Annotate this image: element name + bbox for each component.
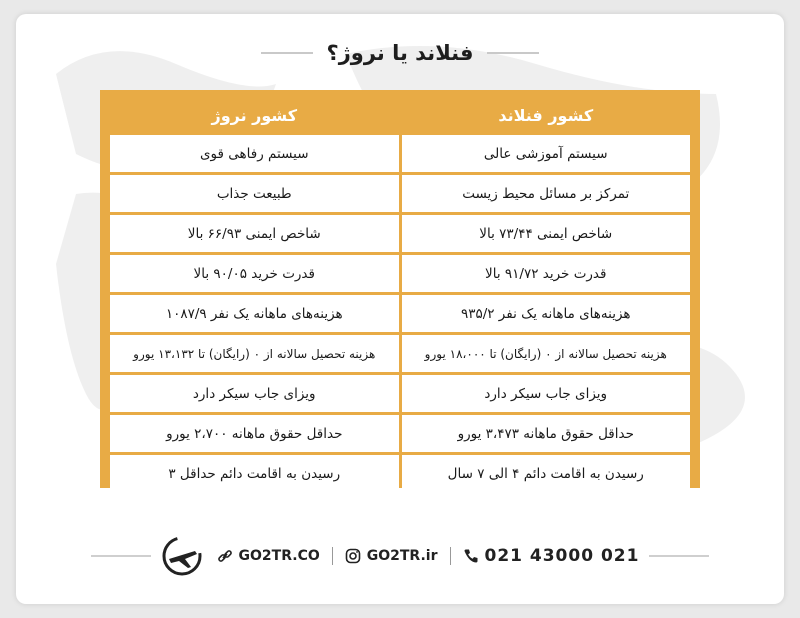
table-row bbox=[110, 135, 690, 172]
contact-footer bbox=[16, 534, 784, 578]
cell-norway: هزینه‌های ماهانه یک نفر ۱۰۸۷/۹ bbox=[110, 295, 399, 332]
phone-icon bbox=[463, 548, 479, 564]
cell-norway: رسیدن به اقامت دائم حداقل ۳ bbox=[110, 455, 399, 492]
cell-norway: ویزای جاب سیکر دارد bbox=[110, 375, 399, 412]
website-link[interactable] bbox=[217, 548, 320, 564]
footer-divider-right bbox=[649, 555, 709, 557]
title-divider-left bbox=[261, 52, 313, 54]
table-row bbox=[110, 375, 690, 412]
cell-norway: هزینه تحصیل سالانه از ۰ (رایگان) تا ۱۳،۱۳۲ یورو bbox=[110, 335, 399, 372]
instagram-text: GO2TR.ir bbox=[366, 548, 438, 564]
link-icon bbox=[217, 548, 233, 564]
website-text: GO2TR.CO bbox=[238, 548, 320, 564]
cell-finland: هزینه‌های ماهانه یک نفر ۹۳۵/۲ bbox=[402, 295, 691, 332]
cell-finland: ویزای جاب سیکر دارد bbox=[402, 375, 691, 412]
table-row bbox=[110, 255, 690, 292]
cell-norway: حداقل حقوق ماهانه ۲،۷۰۰ یورو bbox=[110, 415, 399, 452]
footer-separator bbox=[450, 547, 451, 565]
table-row bbox=[110, 175, 690, 212]
cell-finland: هزینه تحصیل سالانه از ۰ (رایگان) تا ۱۸،۰۰۰ یورو bbox=[402, 335, 691, 372]
cell-finland: رسیدن به اقامت دائم ۴ الی ۷ سال bbox=[402, 455, 691, 492]
cell-finland: قدرت خرید ۹۱/۷۲ بالا bbox=[402, 255, 691, 292]
column-header-finland: کشور فنلاند bbox=[402, 98, 691, 132]
page-title: فنلاند یا نروژ؟ bbox=[326, 41, 474, 65]
cell-norway: شاخص ایمنی ۶۶/۹۳ بالا bbox=[110, 215, 399, 252]
table-row bbox=[110, 335, 690, 372]
instagram-link[interactable] bbox=[345, 548, 438, 564]
phone-number: 021 43000 021 bbox=[484, 546, 640, 566]
cell-norway: طبیعت جذاب bbox=[110, 175, 399, 212]
comparison-table-frame bbox=[100, 90, 700, 488]
table-row bbox=[110, 455, 690, 492]
column-header-norway: کشور نروژ bbox=[110, 98, 399, 132]
title-divider-right bbox=[487, 52, 539, 54]
phone-link[interactable] bbox=[463, 546, 640, 566]
table-header-row bbox=[110, 98, 690, 132]
cell-norway: سیستم رفاهی قوی bbox=[110, 135, 399, 172]
table-row bbox=[110, 415, 690, 452]
instagram-icon bbox=[345, 548, 361, 564]
cell-finland: سیستم آموزشی عالی bbox=[402, 135, 691, 172]
plane-logo-icon bbox=[161, 535, 203, 577]
infographic-card bbox=[16, 14, 784, 604]
footer-divider-left bbox=[91, 555, 151, 557]
footer-separator bbox=[332, 547, 333, 565]
table-row bbox=[110, 215, 690, 252]
cell-norway: قدرت خرید ۹۰/۰۵ بالا bbox=[110, 255, 399, 292]
header bbox=[16, 36, 784, 70]
comparison-table bbox=[107, 95, 693, 495]
cell-finland: حداقل حقوق ماهانه ۳،۴۷۳ یورو bbox=[402, 415, 691, 452]
table-row bbox=[110, 295, 690, 332]
cell-finland: تمرکز بر مسائل محیط زیست bbox=[402, 175, 691, 212]
cell-finland: شاخص ایمنی ۷۳/۴۴ بالا bbox=[402, 215, 691, 252]
